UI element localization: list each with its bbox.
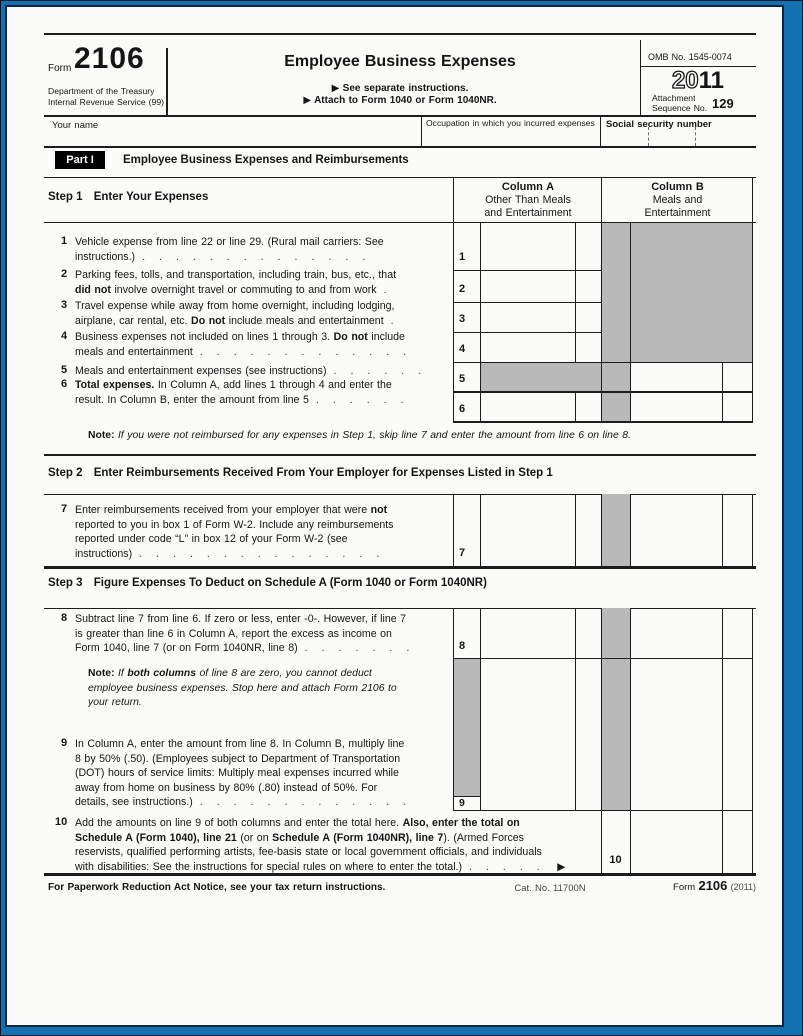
columnB-sub2: Entertainment bbox=[644, 207, 711, 219]
rule bbox=[44, 146, 756, 148]
tax-year-outline: 20 bbox=[671, 68, 699, 94]
step3-title: Figure Expenses To Deduct on Schedule A (Form 1040 or Form 1040NR) bbox=[93, 577, 487, 589]
grid-line bbox=[752, 494, 753, 567]
footer-form-id bbox=[620, 879, 756, 896]
grid-line3-no: 3 bbox=[459, 313, 466, 325]
line6-no: 6 bbox=[61, 378, 68, 390]
part1-badge-label: Part I bbox=[66, 154, 94, 166]
line3-text: Travel expense while away from home overnight, including lodging, airplane, car rental, etc. Do not include meals and entertainment . bbox=[75, 300, 408, 327]
expenses-grid bbox=[453, 178, 753, 423]
paperwork-notice: For Paperwork Reduction Act Notice, see your tax return instructions. bbox=[48, 882, 386, 893]
footer-form-word: Form bbox=[673, 882, 696, 893]
form-word: Form bbox=[48, 63, 72, 74]
sequence-label: Sequence No. bbox=[652, 103, 708, 113]
grid-line bbox=[453, 391, 752, 393]
grid-line8-no: 8 bbox=[459, 640, 466, 652]
omb-box-divider bbox=[640, 40, 641, 115]
line10-text: Add the amounts on line 9 of both columns and enter the total here. Also, enter the total on Schedule A (Form 1040), line 21 (or on Schedule A (Form 1040NR), line 7). (Armed Forces reservists, qualified performing artists, fee-basis state or local government officials, and individuals with disabilities: See the instructions for special rules on where to enter the total.) ..... ▶ bbox=[75, 817, 566, 873]
grid-line bbox=[601, 608, 602, 874]
columnA-sub1: Other Than Meals bbox=[485, 194, 571, 206]
grid-line bbox=[601, 494, 602, 567]
grid-line bbox=[752, 608, 753, 874]
sequence-number: 129 bbox=[712, 97, 734, 111]
line8-no: 8 bbox=[61, 612, 68, 624]
shaded-colB-lines1-4 bbox=[630, 222, 752, 362]
grid-line2-no: 2 bbox=[459, 283, 466, 295]
grid-line bbox=[752, 178, 753, 423]
shaded-number-column-line9 bbox=[453, 658, 480, 796]
shaded-colA-line5 bbox=[480, 362, 601, 392]
line4-text: Business expenses not included on lines 1 through 3. Do not include meals and entertainment ............. bbox=[75, 331, 421, 358]
grid-line9-no: 9 bbox=[459, 797, 465, 809]
line3-colA-amount[interactable] bbox=[481, 303, 600, 331]
part1-badge bbox=[55, 151, 105, 169]
irs-line: Internal Revenue Service (99) bbox=[48, 97, 164, 107]
line1-text: Vehicle expense from line 22 or line 29. (Rural mail carriers: See instructions.) .............. bbox=[75, 236, 384, 263]
line2-colA-amount[interactable] bbox=[481, 271, 600, 301]
shaded-separator-column bbox=[601, 494, 630, 567]
grid-line bbox=[453, 796, 480, 797]
see-instructions-note: ▶ See separate instructions. bbox=[331, 83, 469, 94]
footer-form-number: 2106 bbox=[698, 879, 728, 893]
grid-line4-no: 4 bbox=[459, 343, 466, 355]
occupation-input[interactable] bbox=[423, 128, 598, 145]
line7-colB-amount[interactable] bbox=[631, 495, 751, 566]
line8-colA-amount[interactable] bbox=[481, 609, 600, 657]
rule bbox=[44, 33, 756, 35]
rule bbox=[640, 66, 756, 67]
occupation-label: Occupation in which you incurred expenses bbox=[426, 118, 595, 128]
grid-line5-no: 5 bbox=[459, 373, 466, 385]
line7-no: 7 bbox=[61, 503, 68, 515]
note-after-line8: Note: If both columns of line 8 are zero, you cannot deduct employee business expenses. Stop here and attach Form 2106 to your return. bbox=[88, 668, 397, 708]
line7-text: Enter reimbursements received from your employer that were not reported to you in box 1 of Form W-2. Include any reimbursements reported under code “L” in box 12 of your Form W-2 (see instructions) ............... bbox=[75, 504, 394, 560]
line6-colA-amount[interactable] bbox=[481, 394, 600, 420]
omb-number: OMB No. 1545-0074 bbox=[648, 52, 732, 62]
rule bbox=[44, 454, 756, 456]
footer-form-year: (2011) bbox=[730, 882, 756, 892]
tax-year-solid: 11 bbox=[698, 68, 725, 94]
grid-line bbox=[453, 608, 454, 810]
ssn-input[interactable] bbox=[602, 128, 752, 145]
step2-label: Step 2 bbox=[48, 467, 83, 479]
step1-heading bbox=[48, 191, 208, 203]
line7-colA-amount[interactable] bbox=[481, 495, 600, 566]
occupation-box-left bbox=[421, 116, 422, 146]
step1-label: Step 1 bbox=[48, 191, 83, 203]
grid-line10-no: 10 bbox=[609, 854, 622, 866]
line10-no: 10 bbox=[55, 816, 68, 828]
ssn-box-left bbox=[600, 116, 601, 146]
step2-title: Enter Reimbursements Received From Your Employer for Expenses Listed in Step 1 bbox=[93, 467, 553, 479]
header-divider bbox=[166, 48, 168, 115]
tax-year bbox=[644, 68, 752, 94]
form-title: Employee Business Expenses bbox=[284, 53, 516, 70]
rule bbox=[44, 566, 756, 569]
grid-line bbox=[453, 494, 454, 567]
grid-line bbox=[453, 421, 752, 423]
rule bbox=[44, 115, 756, 117]
grid-line6-no: 6 bbox=[459, 403, 466, 415]
line6-text: Total expenses. In Column A, add lines 1 through 4 and enter the result. In Column B, enter the amount from line 5 ...... bbox=[75, 379, 418, 406]
line8-text: Subtract line 7 from line 6. If zero or less, enter -0-. However, if line 7 is greater than line 6 in Column A, report the excess as income on Form 1040, line 7 (or on Form 1040NR, line 8) ....... bbox=[75, 613, 424, 654]
line8-colB-amount[interactable] bbox=[631, 609, 751, 657]
line9-no: 9 bbox=[61, 737, 68, 749]
line2-no: 2 bbox=[61, 268, 68, 280]
line1-no: 1 bbox=[61, 235, 68, 247]
line5-text: Meals and entertainment expenses (see instructions) ...... bbox=[75, 365, 436, 377]
grid-line1-no: 1 bbox=[459, 251, 466, 263]
line9-colB-amount[interactable] bbox=[631, 659, 751, 809]
note-after-line6: Note: If you were not reimbursed for any expenses in Step 1, skip line 7 and enter the amount from line 6 on line 8. bbox=[88, 430, 631, 441]
line4-no: 4 bbox=[61, 330, 68, 342]
part1-title: Employee Business Expenses and Reimbursements bbox=[123, 154, 409, 166]
line1-colA-amount[interactable] bbox=[481, 223, 600, 269]
line3-no: 3 bbox=[61, 299, 68, 311]
shaded-separator-column bbox=[601, 608, 630, 810]
reimbursements-grid bbox=[453, 494, 753, 567]
your-name-label: Your name bbox=[52, 120, 99, 131]
form-number: 2106 bbox=[74, 44, 145, 74]
step3-heading bbox=[48, 577, 487, 589]
step1-title: Enter Your Expenses bbox=[93, 191, 209, 203]
line5-no: 5 bbox=[61, 364, 68, 376]
rule bbox=[44, 873, 756, 876]
grid-line bbox=[453, 178, 454, 423]
columnA-sub2: and Entertainment bbox=[484, 207, 572, 219]
ssn-label: Social security number bbox=[606, 119, 712, 130]
step2-heading bbox=[48, 467, 553, 479]
department-line: Department of the Treasury bbox=[48, 86, 155, 96]
step3-label: Step 3 bbox=[48, 577, 83, 589]
line9-text: In Column A, enter the amount from line 8. In Column B, multiply line 8 by 50% (.50). (Employees subject to Department of Transportation (DOT) hours of service limits: Multiply meal expenses incurred while away from home on business by 80% (.80) instead of 50%. For details, see instructions.) ............. bbox=[75, 738, 421, 808]
columnB-sub1: Meals and bbox=[652, 194, 703, 206]
attachment-label: Attachment bbox=[652, 93, 696, 103]
line5-colB-amount[interactable] bbox=[631, 363, 751, 390]
attach-note: ▶ Attach to Form 1040 or Form 1040NR. bbox=[303, 95, 497, 106]
columnA-title: Column A bbox=[501, 181, 555, 193]
columnB-title: Column B bbox=[651, 181, 704, 193]
catalog-number: Cat. No. 11700N bbox=[514, 883, 586, 894]
line10-total-amount[interactable] bbox=[631, 811, 751, 872]
your-name-input[interactable] bbox=[52, 130, 412, 145]
rule bbox=[44, 222, 756, 223]
line9-colA-amount[interactable] bbox=[481, 659, 600, 809]
grid-line bbox=[601, 178, 602, 423]
grid-line7-no: 7 bbox=[459, 547, 466, 559]
line2-text: Parking fees, tolls, and transportation, including train, bus, etc., that did not involve overnight travel or commuting to and from work . bbox=[75, 269, 401, 296]
line4-colA-amount[interactable] bbox=[481, 333, 600, 361]
line6-colB-amount[interactable] bbox=[631, 394, 751, 420]
